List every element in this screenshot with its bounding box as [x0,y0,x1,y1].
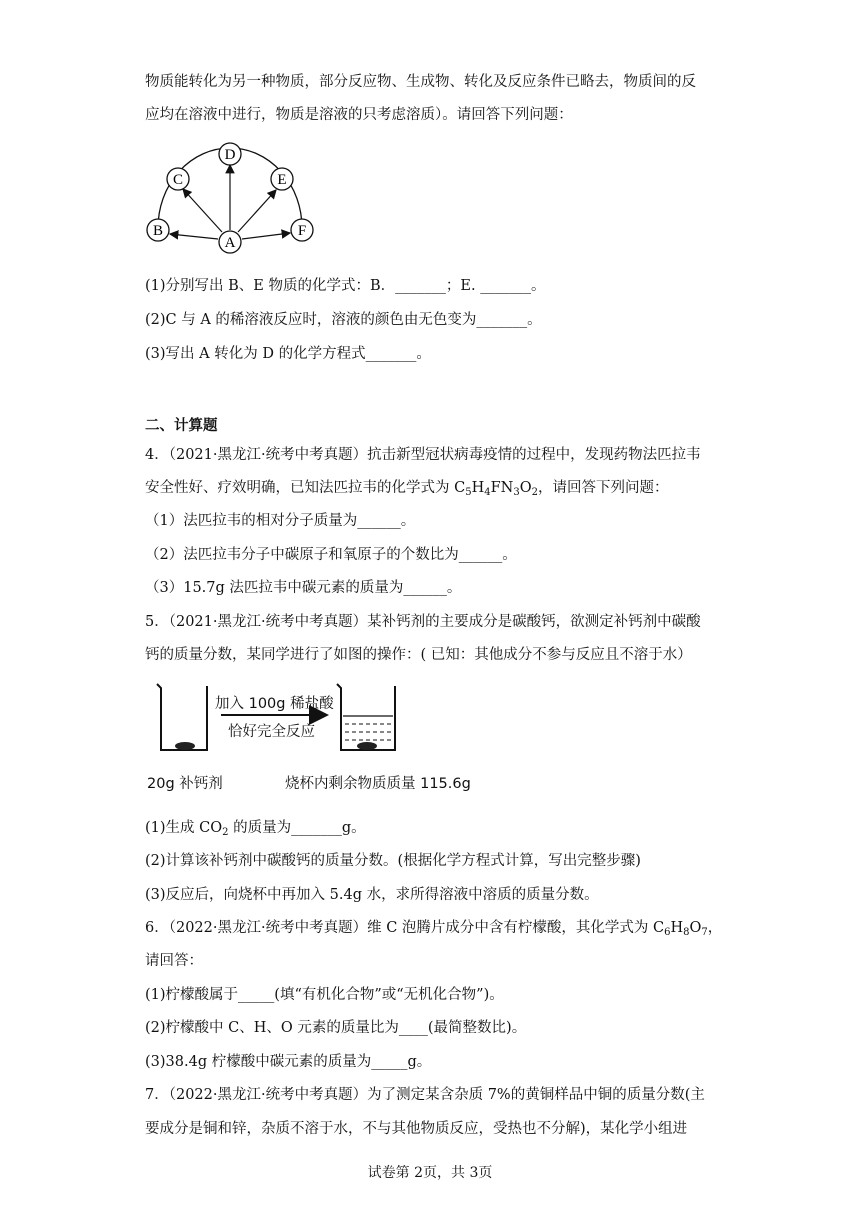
q4-header-1: 4．（2021·黑龙江·统考中考真题）抗击新型冠状病毒疫情的过程中，发现药物法匹拉韦 [145,447,701,463]
q7-header-1: 7．（2022·黑龙江·统考中考真题）为了测定某含杂质 7%的黄铜样品中铜的质量分数(主 [145,1087,705,1103]
intro-line-1: 物质能转化为另一种物质，部分反应物、生成物、转化及反应条件已略去，物质间的反 [145,74,696,90]
q5-header-2: 钙的质量分数，某同学进行了如图的操作：( 已知：其他成分不参与反应且不溶于水） [145,647,692,663]
q6-header-1: 6．（2022·黑龙江·统考中考真题）维 C 泡腾片成分中含有柠檬酸，其化学式为 $C_6H_8O_7$， [145,920,723,938]
q3-part-2: (2)C 与 A 的稀溶液反应时，溶液的颜色由无色变为_______。 [145,312,542,328]
caption-left: 20g 补钙剂 [147,776,223,792]
q4-part-1: （1）法匹拉韦的相对分子质量为______。 [145,513,416,529]
q6-part-1: (1)柠檬酸属于_____(填“有机化合物”或“无机化合物”)。 [145,987,504,1003]
node-e [271,168,293,190]
intro-line-2: 应均在溶液中进行，物质是溶液的只考虑溶质）。请回答下列问题： [145,107,573,123]
section-title: 二、计算题 [145,417,218,434]
svg-text:B: B [152,223,164,239]
node-b [147,219,169,241]
q6-part-2: (2)柠檬酸中 C、H、O 元素的质量比为____(最简整数比)。 [145,1020,527,1036]
node-c [167,168,189,190]
q5-part-2: (2)计算该补钙剂中碳酸钙的质量分数。(根据化学方程式计算，写出完整步骤) [145,853,641,869]
arrow-a-to-e [238,190,276,232]
q4-part-3: （3）15.7g 法匹拉韦中碳元素的质量为______。 [145,580,462,596]
arrow-label-top: 加入 100g 稀盐酸 [215,696,334,712]
q5-header-1: 5．（2021·黑龙江·统考中考真题）某补钙剂的主要成分是碳酸钙，欲测定补钙剂中碳酸 [145,614,701,630]
node-d [219,143,241,165]
caption-right: 烧杯内剩余物质质量 115.6g [285,776,471,792]
node-a [219,231,241,253]
q4-part-2: （2）法匹拉韦分子中碳原子和氧原子的个数比为______。 [145,547,517,563]
q4-header-2: 安全性好、疗效明确，已知法匹拉韦的化学式为 $C_5H_4FN_3O_2$，请回答下列问题： [145,480,669,498]
q5-part-3: (3)反应后，向烧杯中再加入 5.4g 水，求所得溶液中溶质的质量分数。 [145,887,599,903]
q3-part-1: (1)分别写出 B、E 物质的化学式：B．_______；E. _______。 [145,278,546,294]
q6-header-2: 请回答： [145,953,203,969]
beaker-left [157,684,207,750]
q6-part-3: (3)38.4g 柠檬酸中碳元素的质量为_____g。 [145,1054,432,1070]
svg-text:F: F [297,223,307,239]
q3-part-3: (3)写出 A 转化为 D 的化学方程式_______。 [145,346,431,362]
svg-text:C: C [172,172,184,188]
page-footer: 试卷第 2页，共 3页 [367,1165,493,1181]
svg-text:E: E [277,172,287,188]
beaker-right [337,684,395,750]
q7-header-2: 要成分是铜和锌，杂质不溶于水，不与其他物质反应，受热也不分解)，某化学小组进 [145,1121,688,1137]
beaker-experiment-figure [145,678,415,758]
arrow-a-to-b [170,234,218,239]
svg-text:A: A [224,235,236,251]
node-f [291,219,313,241]
arrow-label-bottom: 恰好完全反应 [228,724,315,740]
arrow-a-to-f [242,233,290,239]
q5-part-1: (1)生成 $CO_2$ 的质量为_______g。 [145,820,366,838]
arrow-a-to-c [183,189,222,232]
transformation-diagram [138,138,328,263]
svg-text:D: D [224,147,236,163]
